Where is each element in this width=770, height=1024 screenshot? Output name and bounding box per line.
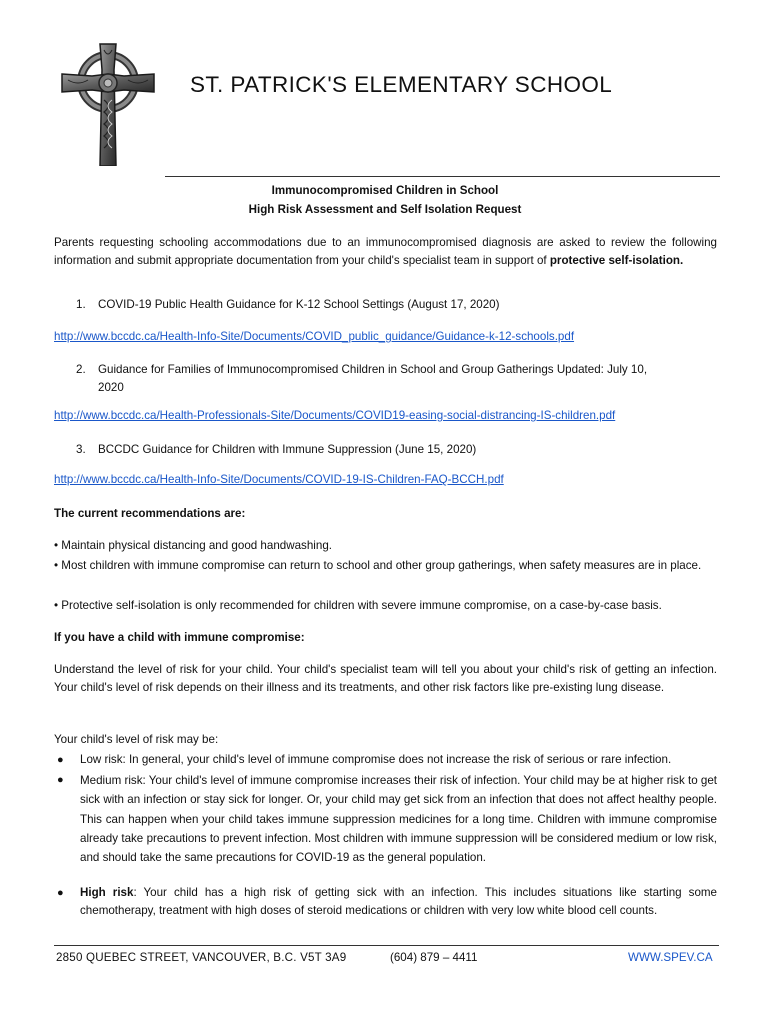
- recommendation-item: • Most children with immune compromise can return to school and other group gatherings, when safety measures are in place.: [54, 559, 702, 572]
- resource-label: Guidance for Families of Immunocompromised Children in School and Group Gatherings Updated: July 10,: [98, 363, 648, 376]
- risk-text-wrap: [80, 884, 717, 921]
- risk-text: Low risk: In general, your child's level of immune compromise does not increase the risk of serious or rare infection.: [80, 753, 672, 766]
- resource-label-cont: 2020: [98, 381, 124, 394]
- intro-paragraph: [54, 234, 717, 271]
- celtic-cross-logo: [58, 40, 158, 166]
- resource-number: 3.: [76, 443, 86, 456]
- risk-bold: High risk: [80, 886, 134, 899]
- resource-number: 2.: [76, 363, 86, 376]
- recommendation-item: • Protective self-isolation is only recommended for children with severe immune compromise, on a case-by-case basis.: [54, 599, 662, 612]
- risk-intro: Your child's level of risk may be:: [54, 733, 219, 746]
- resource-link-3[interactable]: http://www.bccdc.ca/Health-Info-Site/Documents/COVID-19-IS-Children-FAQ-BCCH.pdf: [54, 473, 504, 486]
- compromise-heading: If you have a child with immune compromise:: [54, 631, 305, 644]
- footer-website-link[interactable]: WWW.SPEV.CA: [628, 951, 713, 964]
- bullet-icon: ●: [57, 774, 64, 786]
- intro-text: Parents requesting schooling accommodations due to an immunocompromised diagnosis are asked to review the following information and submit appropriate documentation from your child's specialist team in support of: [54, 236, 717, 268]
- school-name: ST. PATRICK'S ELEMENTARY SCHOOL: [190, 72, 613, 97]
- recommendations-heading: The current recommendations are:: [54, 507, 246, 520]
- risk-text: : Your child has a high risk of getting sick with an infection. This includes situations like starting some chemotherapy, treatment with high doses of steroid medications or children with very low white blood cell counts.: [80, 886, 718, 918]
- resource-link-1[interactable]: http://www.bccdc.ca/Health-Info-Site/Documents/COVID_public_guidance/Guidance-k-12-schools.pdf: [54, 330, 575, 343]
- bullet-icon: ●: [57, 887, 64, 899]
- header-divider: [165, 176, 720, 177]
- resource-link-2[interactable]: http://www.bccdc.ca/Health-Professionals-Site/Documents/COVID19-easing-social-distrancing-IS-children.pdf: [54, 409, 616, 422]
- footer-phone: (604) 879 – 4411: [390, 951, 478, 964]
- bullet-icon: ●: [57, 754, 64, 766]
- footer-address: 2850 QUEBEC STREET, VANCOUVER, B.C. V5T 3A9: [56, 951, 347, 964]
- resource-label: COVID-19 Public Health Guidance for K-12 School Settings (August 17, 2020): [98, 298, 500, 311]
- document-subtitle: High Risk Assessment and Self Isolation Request: [248, 203, 522, 216]
- resource-number: 1.: [76, 298, 86, 311]
- compromise-paragraph: Understand the level of risk for your child. Your child's specialist team will tell you about your child's risk of getting an infection. Your child's level of risk depends on their illness and its treatments, and other risk factors like pre-existing lung disease.: [54, 663, 717, 695]
- footer-divider: [54, 945, 719, 946]
- document-title: Immunocompromised Children in School: [271, 184, 499, 197]
- resource-label: BCCDC Guidance for Children with Immune Suppression (June 15, 2020): [98, 443, 477, 456]
- risk-text: Medium risk: Your child's level of immune compromise increases their risk of infection. Your child may be at higher risk to get sick with an infection or stay sick for longer. Or, your child may get sick from an infection that does not affect healthy people. This can happen when your child takes immune suppression medicines for a long time. Children with immune compromise already take precautions to prevent infection. Most children with immune suppression will be considered medium or low risk, and should take the same precautions for COVID-19 as the general population.: [80, 774, 717, 865]
- recommendation-item: • Maintain physical distancing and good handwashing.: [54, 539, 332, 552]
- intro-bold: protective self-isolation.: [549, 254, 684, 268]
